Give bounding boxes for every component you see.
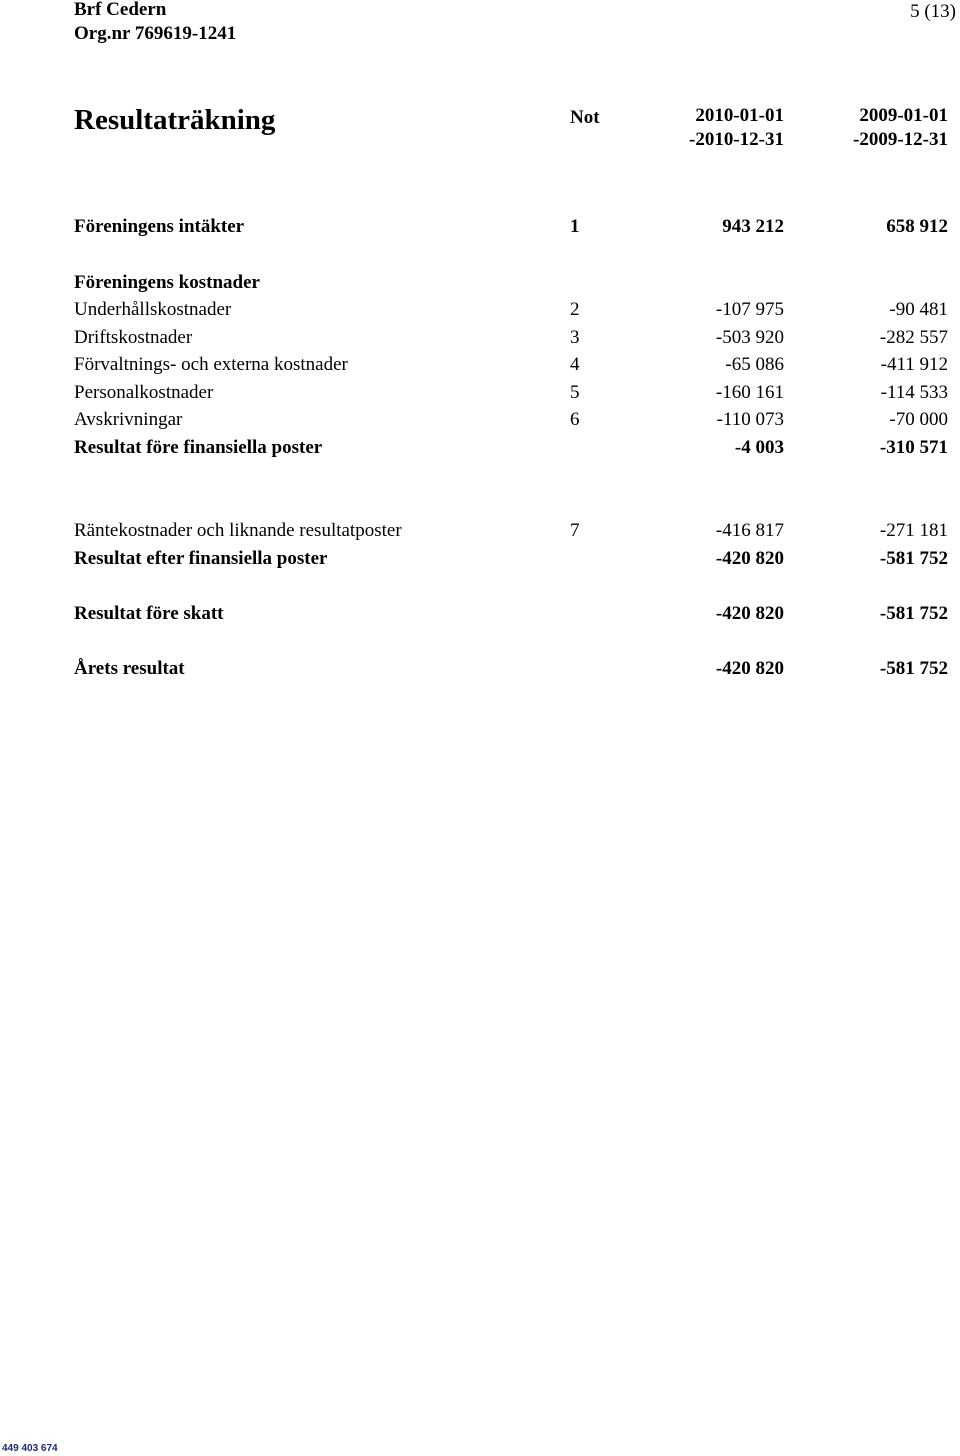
row-value-2010: -503 920	[715, 327, 784, 348]
row-value-2009: -282 557	[879, 327, 948, 348]
row-note: 6	[570, 409, 580, 430]
column-header-note: Not	[570, 107, 600, 128]
row-label: Föreningens kostnader	[74, 272, 260, 293]
column-header-period1-start: 2010-01-01	[695, 105, 784, 126]
table-row	[0, 518, 960, 544]
row-value-2009: 658 912	[886, 216, 948, 237]
row-note: 5	[570, 382, 580, 403]
page-title: Resultaträkning	[74, 104, 276, 136]
table-row	[0, 325, 960, 351]
table-row	[0, 546, 960, 572]
row-label: Föreningens intäkter	[74, 216, 245, 237]
row-label: Förvaltnings- och externa kostnader	[74, 354, 348, 375]
row-label: Resultat före skatt	[74, 603, 224, 624]
row-value-2010: -160 161	[715, 382, 784, 403]
row-value-2010: -110 073	[716, 409, 784, 430]
row-label: Resultat efter finansiella poster	[74, 548, 328, 569]
row-label: Driftskostnader	[74, 327, 193, 348]
row-value-2010: -65 086	[725, 354, 784, 375]
table-row	[0, 601, 960, 627]
row-value-2009: -581 752	[879, 658, 948, 679]
row-label: Avskrivningar	[74, 409, 183, 430]
row-label: Underhållskostnader	[74, 299, 232, 320]
row-note: 4	[570, 354, 580, 375]
table-row	[0, 435, 960, 461]
column-header-period2-start: 2009-01-01	[859, 105, 948, 126]
row-value-2010: -420 820	[715, 548, 784, 569]
row-label: Resultat före finansiella poster	[74, 437, 323, 458]
row-value-2010: -420 820	[715, 658, 784, 679]
page-number: 5 (13)	[910, 1, 956, 22]
table-row	[0, 352, 960, 378]
row-note: 7	[570, 520, 580, 541]
table-row	[0, 656, 960, 682]
table-row	[0, 214, 960, 240]
row-value-2009: -114 533	[880, 382, 948, 403]
row-value-2010: -416 817	[715, 520, 784, 541]
row-value-2009: -70 000	[889, 409, 948, 430]
row-value-2010: -420 820	[715, 603, 784, 624]
table-row	[0, 407, 960, 433]
org-name: Brf Cedern	[74, 0, 167, 20]
row-note: 1	[570, 216, 580, 237]
row-value-2009: -581 752	[879, 548, 948, 569]
row-value-2010: -4 003	[734, 437, 784, 458]
document-id: 449 403 674	[2, 1443, 58, 1454]
row-value-2010: -107 975	[715, 299, 784, 320]
row-note: 2	[570, 299, 580, 320]
row-value-2009: -90 481	[889, 299, 948, 320]
table-row	[0, 297, 960, 323]
row-label: Räntekostnader och liknande resultatposter	[74, 520, 402, 541]
column-header-period1-end: -2010-12-31	[689, 129, 784, 150]
row-note: 3	[570, 327, 580, 348]
org-number: Org.nr 769619-1241	[74, 23, 237, 44]
table-row	[0, 380, 960, 406]
row-label: Personalkostnader	[74, 382, 214, 403]
row-value-2009: -411 912	[880, 354, 948, 375]
row-label: Årets resultat	[74, 658, 185, 679]
row-value-2009: -271 181	[879, 520, 948, 541]
column-header-period2-end: -2009-12-31	[853, 129, 948, 150]
row-value-2009: -310 571	[879, 437, 948, 458]
row-value-2010: 943 212	[722, 216, 784, 237]
table-row	[0, 270, 960, 296]
row-value-2009: -581 752	[879, 603, 948, 624]
